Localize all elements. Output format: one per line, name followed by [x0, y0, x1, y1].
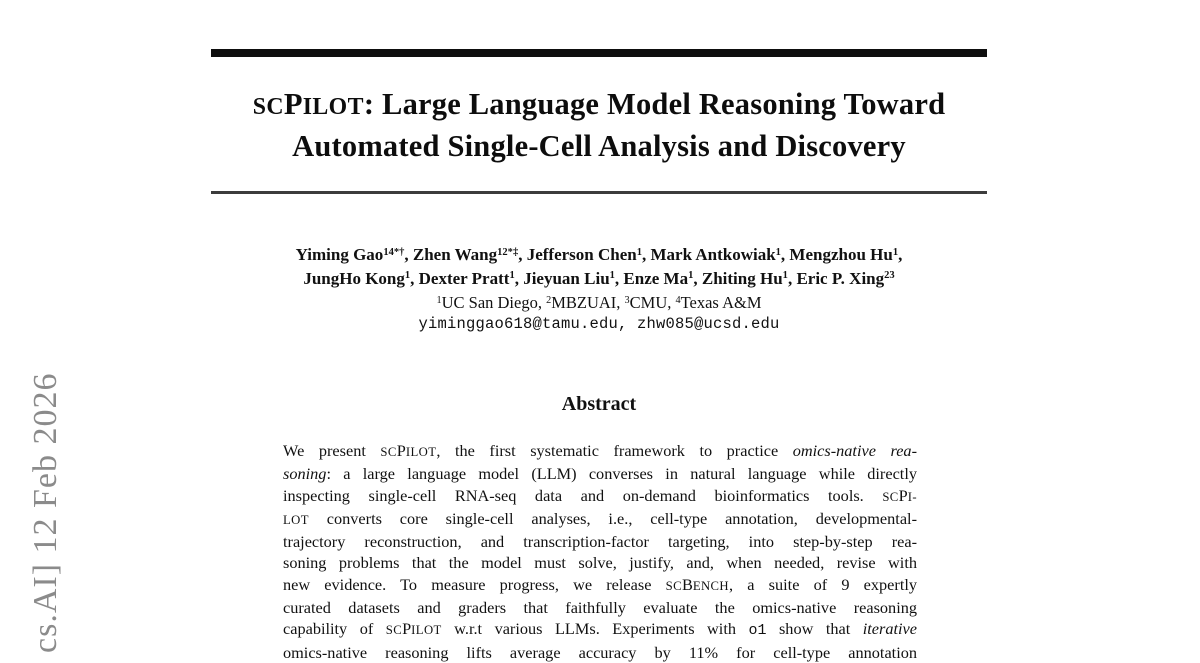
text-segment: w.r.t various LLMs. Experiments with — [441, 619, 749, 639]
paper-title-line-2: Automated Single-Cell Analysis and Discovery — [292, 129, 906, 163]
text-segment: 1 — [782, 270, 788, 282]
text-segment: , Mark Antkowiak — [641, 245, 776, 264]
text-segment: , Eric P. Xing — [787, 268, 885, 288]
author-line-1 — [211, 245, 987, 269]
text-segment: , Enze Ma — [614, 268, 689, 288]
text-segment: SC — [665, 578, 682, 593]
abstract-line — [283, 463, 917, 484]
email-line: yiminggao618@tamu.edu, zhw085@ucsd.edu — [418, 315, 780, 333]
author-line-2 — [211, 269, 987, 293]
text-segment: show that — [766, 619, 863, 639]
text-segment: , — [898, 245, 903, 264]
abstract-heading: Abstract — [561, 393, 637, 415]
text-segment: P — [402, 619, 412, 639]
text-segment: : Large Language Model Reasoning Toward — [363, 87, 946, 121]
text-segment: SC — [252, 94, 284, 120]
text-segment: 1 — [404, 270, 411, 282]
text-segment: ILOT — [411, 623, 442, 638]
text-segment: soning problems that the model must solve, justify, and, when needed, revise with — [283, 553, 917, 573]
text-segment: 14*† — [383, 246, 405, 258]
text-segment: soning — [283, 464, 327, 484]
text-segment: , Zhen Wang — [404, 245, 498, 264]
text-segment: : a large language model (LLM) converses in natural language while directly — [326, 464, 917, 484]
text-segment: JungHo Kong — [303, 268, 405, 288]
abstract-line — [283, 574, 917, 597]
text-segment: 12*‡ — [497, 246, 519, 258]
affiliation-line — [211, 293, 987, 313]
abstract-line — [283, 552, 917, 573]
text-segment: P — [283, 87, 303, 121]
text-segment: 2 — [546, 294, 552, 306]
text-segment: B — [681, 574, 693, 594]
text-segment: , Zhiting Hu — [693, 268, 783, 288]
title-top-rule — [211, 49, 987, 57]
paper-title — [211, 85, 987, 166]
arxiv-watermark: cs.AI] 12 Feb 2026 — [27, 372, 64, 653]
text-segment: Texas A&M — [680, 293, 762, 312]
text-segment: 3 — [624, 294, 630, 306]
paper-title-line-1 — [211, 85, 987, 127]
text-segment: o1 — [748, 622, 767, 640]
abstract-line — [283, 508, 917, 531]
text-segment: 1 — [609, 270, 615, 282]
text-segment: ILOT — [302, 94, 364, 120]
text-segment: iterative — [862, 619, 917, 639]
text-segment: ILOT — [405, 445, 437, 459]
text-segment: I- — [907, 489, 917, 504]
text-segment: , a suite of 9 expertly — [729, 574, 918, 594]
text-segment: SC — [385, 623, 403, 638]
text-segment: new evidence. To measure progress, we release — [283, 574, 666, 594]
text-segment: , Dexter Pratt — [410, 268, 510, 288]
text-segment: 1 — [436, 294, 442, 306]
text-segment: P — [396, 441, 406, 460]
text-segment: LOT — [283, 512, 309, 527]
text-segment: , the first systematic framework to practice — [436, 441, 793, 460]
text-segment: 1 — [775, 246, 781, 258]
abstract-line — [283, 485, 917, 508]
text-segment: P — [898, 485, 908, 505]
text-segment: Yiming Gao — [295, 245, 384, 264]
text-segment: CMU, — [629, 293, 676, 312]
text-segment: omics-native reasoning lifts average accuracy by 11% for cell-type annotation — [283, 642, 917, 662]
abstract-line — [283, 597, 917, 618]
text-segment: , Jieyuan Liu — [514, 268, 610, 288]
text-segment: inspecting single-cell RNA-seq data and on-demand bioinformatics tools. — [283, 485, 883, 505]
text-segment: ENCH — [692, 578, 730, 593]
abstract-line — [283, 440, 917, 463]
text-segment: UC San Diego, — [441, 293, 547, 312]
text-segment: 1 — [688, 270, 694, 282]
title-bottom-rule — [211, 191, 987, 194]
text-segment: converts core single-cell analyses, i.e., cell-type annotation, developmental- — [308, 508, 917, 528]
text-segment: We present — [283, 441, 381, 460]
author-block — [211, 245, 987, 292]
text-segment: SC — [380, 445, 397, 459]
text-segment: , Mengzhou Hu — [780, 245, 893, 264]
text-segment: capability of — [283, 619, 386, 639]
text-segment: 1 — [636, 246, 642, 258]
abstract-line — [283, 642, 917, 663]
text-segment: MBZUAI, — [551, 293, 625, 312]
text-segment: trajectory reconstruction, and transcription-factor targeting, into step-by-step rea- — [283, 532, 917, 552]
text-segment: 1 — [892, 246, 899, 258]
abstract-body — [283, 440, 917, 663]
text-segment: 1 — [509, 270, 515, 282]
text-segment: , Jefferson Chen — [518, 245, 637, 264]
text-segment: 23 — [884, 270, 895, 282]
text-segment: 4 — [675, 294, 681, 306]
text-segment: curated datasets and graders that faithfully evaluate the omics-native reasoning — [283, 598, 917, 618]
text-segment: SC — [882, 489, 899, 504]
text-segment: omics-native rea- — [792, 441, 917, 460]
abstract-line — [283, 618, 917, 641]
abstract-line — [283, 531, 917, 552]
